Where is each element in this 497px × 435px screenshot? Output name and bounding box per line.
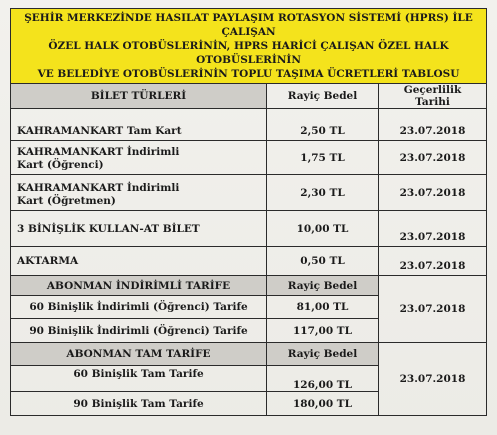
ticket-price: 81,00 TL: [267, 296, 379, 319]
ticket-price: 10,00 TL: [296, 222, 349, 235]
ticket-name: 3 BİNİŞLİK KULLAN-AT BİLET: [17, 222, 200, 235]
ticket-date: 23.07.2018: [399, 151, 466, 164]
abonman-tam-date: 23.07.2018: [379, 343, 487, 416]
ticket-price: 1,75 TL: [300, 151, 345, 164]
abonman-indirimli-title: ABONMAN İNDİRİMLİ TARİFE: [11, 276, 267, 296]
table-title: [11, 9, 487, 84]
ticket-price: 117,00 TL: [267, 319, 379, 343]
abonman-tam-header-row: [11, 343, 487, 366]
ticket-name-line-2: Kart (Öğrenci): [17, 159, 104, 171]
ticket-name: 90 Binişlik Tam Tarife: [11, 392, 267, 416]
ticket-name: KAHRAMANKART Tam Kart: [17, 125, 182, 137]
ticket-name: 60 Binişlik Tam Tarife: [11, 366, 267, 392]
ticket-name: 60 Binişlik İndirimli (Öğrenci) Tarife: [11, 296, 267, 319]
ticket-price: 2,30 TL: [300, 186, 345, 199]
ticket-name-line-2: Kart (Öğretmen): [17, 195, 116, 207]
ticket-price: 2,50 TL: [300, 125, 345, 137]
ticket-price: 180,00 TL: [267, 392, 379, 416]
ticket-price: 126,00 TL: [267, 366, 379, 392]
fare-table: [10, 8, 487, 416]
header-ticket-types: BİLET TÜRLERİ: [11, 84, 267, 109]
ticket-name-line-1: KAHRAMANKART İndirimli: [17, 146, 180, 158]
title-line-3: VE BELEDİYE OTOBÜSLERİNİN TOPLU TAŞIMA ÜCRETLERİ TABLOSU: [37, 68, 460, 80]
ticket-date: 23.07.2018: [399, 231, 466, 243]
header-validity-date: Geçerlilik Tarihi: [379, 84, 487, 109]
abonman-indirimli-price-header: Rayiç Bedel: [267, 276, 379, 296]
ticket-name-line-1: KAHRAMANKART İndirimli: [17, 182, 180, 194]
ticket-price: 0,50 TL: [300, 255, 345, 267]
table-row: [11, 211, 487, 247]
table-row: [11, 247, 487, 276]
ticket-date: 23.07.2018: [399, 125, 466, 137]
abonman-tam-price-header: Rayiç Bedel: [267, 343, 379, 366]
table-row: [11, 141, 487, 175]
abonman-indirimli-header-row: [11, 276, 487, 296]
ticket-name: AKTARMA: [17, 255, 79, 267]
title-line-1: ŞEHİR MERKEZİNDE HASILAT PAYLAŞIM ROTASYON SİSTEMİ (HPRS) İLE ÇALIŞAN: [24, 12, 473, 38]
abonman-indirimli-date: 23.07.2018: [379, 276, 487, 343]
abonman-tam-title: ABONMAN TAM TARİFE: [11, 343, 267, 366]
header-row: [11, 84, 487, 109]
ticket-date: 23.07.2018: [399, 186, 466, 199]
ticket-date: 23.07.2018: [399, 260, 466, 272]
header-price: Rayiç Bedel: [267, 84, 379, 109]
title-line-2: ÖZEL HALK OTOBÜSLERİNİN, HPRS HARİCİ ÇALIŞAN ÖZEL HALK OTOBÜSLERİNİN: [48, 40, 449, 66]
table-row: [11, 109, 487, 141]
title-row: [11, 9, 487, 84]
ticket-name: 90 Binişlik İndirimli (Öğrenci) Tarife: [11, 319, 267, 343]
table-row: [11, 175, 487, 211]
